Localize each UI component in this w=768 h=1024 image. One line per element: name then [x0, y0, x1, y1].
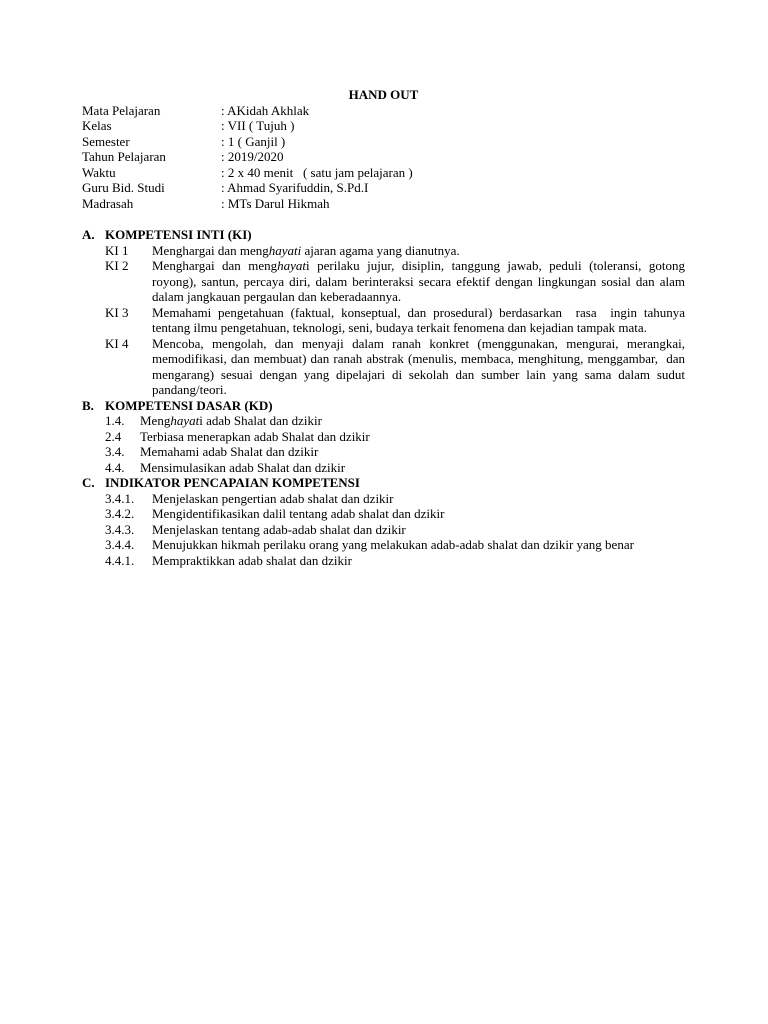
meta-label: Kelas: [82, 118, 112, 133]
indicator-item: [82, 491, 685, 507]
text-part: Meng: [140, 413, 171, 428]
meta-label: Madrasah: [82, 195, 134, 211]
ki-item: [82, 258, 685, 305]
ki-text: [152, 258, 685, 305]
meta-value: : MTs Darul Hikmah: [221, 195, 330, 211]
spacer: [82, 211, 685, 227]
ki-item: [82, 304, 689, 336]
meta-row: [82, 196, 685, 212]
ki-text: [152, 243, 685, 259]
indicator-text: Menjelaskan tentang adab-adab shalat dan dzikir: [152, 521, 406, 537]
indicator-item: [82, 506, 685, 522]
section-letter: C.: [82, 475, 95, 490]
ki-item: [82, 335, 689, 398]
indicator-item: [82, 522, 685, 538]
meta-row: [82, 149, 685, 165]
meta-label: Mata Pelajaran: [82, 102, 161, 118]
ki-text: Memahami pengetahuan (faktual, konseptual, dan prosedural) berdasarkan rasa ingin tahunya tentang ilmu pengetahuan, teknologi, seni, budaya terkait fenomena dan kejadian tampak mata.: [152, 304, 689, 335]
meta-row: [82, 165, 685, 181]
kd-item: [82, 460, 685, 476]
ki-code: KI 4: [105, 335, 129, 351]
meta-value: : AKidah Akhlak: [221, 102, 310, 118]
kd-text: Terbiasa menerapkan adab Shalat dan dzikir: [140, 428, 370, 444]
kd-code: 1.4.: [105, 413, 125, 428]
section-title: INDIKATOR PENCAPAIAN KOMPETENSI: [105, 475, 360, 490]
indicator-text: Menujukkan hikmah perilaku orang yang melakukan adab-adab shalat dan dzikir yang benar: [152, 537, 634, 552]
kd-code: 3.4.: [105, 444, 125, 459]
section-title: KOMPETENSI INTI (KI): [105, 227, 252, 242]
indicator-text: Menjelaskan pengertian adab shalat dan dzikir: [152, 490, 394, 506]
indicator-item: [82, 537, 685, 553]
ki-code: KI 1: [105, 242, 129, 258]
text-part: ajaran agama yang dianutnya.: [301, 242, 460, 258]
meta-value: : Ahmad Syarifuddin, S.Pd.I: [221, 180, 369, 195]
kd-text: [140, 413, 322, 429]
meta-row: [82, 134, 685, 150]
indicator-code: 3.4.3.: [105, 521, 135, 537]
indicator-code: 3.4.1.: [105, 490, 135, 506]
text-italic: hayat: [277, 258, 307, 273]
ki-item: [82, 243, 685, 259]
meta-table: [82, 103, 685, 212]
meta-label: Tahun Pelajaran: [82, 149, 166, 164]
document-title: HAND OUT: [348, 87, 419, 102]
indicator-code: 4.4.1.: [105, 552, 135, 568]
meta-label: Guru Bid. Studi: [82, 180, 165, 195]
kd-code: 2.4: [105, 428, 122, 444]
ki-code: KI 2: [105, 258, 129, 273]
section-b-heading: [82, 398, 685, 414]
text-part: Menghargai dan meng: [152, 242, 269, 258]
text-part: i perilaku jujur, disiplin, tanggung jawab, peduli (toleransi, gotong royong), santun, percaya diri, dalam berinteraksi secara efektif dengan lingkungan sosial dan alam dalam jangkauan pergaulan dan keberadaannya.: [152, 258, 685, 304]
document-page: [82, 87, 689, 568]
section-title: KOMPETENSI DASAR (KD): [105, 397, 273, 413]
meta-value: : VII ( Tujuh ): [221, 118, 295, 133]
section-a-heading: [82, 227, 685, 243]
ki-code: KI 3: [105, 304, 129, 320]
meta-label: Waktu: [82, 164, 116, 180]
text-part: Menghargai dan meng: [152, 258, 278, 273]
ki-text: Mencoba, mengolah, dan menyaji dalam ranah konkret (menggunakan, mengurai, merangkai, memodifikasi, dan membuat) dan ranah abstrak (menulis, membaca, menghitung, menggambar, dan mengarang) sesuai dengan yang dipelajari di sekolah dan sumber lain yang sama dalam sudut pandang/teori.: [152, 335, 689, 397]
kd-item: [82, 444, 685, 460]
indicator-item: [82, 553, 685, 569]
kd-item: [82, 413, 685, 429]
kd-text: Memahami adab Shalat dan dzikir: [140, 444, 319, 459]
indicator-code: 3.4.4.: [105, 537, 135, 552]
indicator-text: Mempraktikkan adab shalat dan dzikir: [152, 552, 352, 568]
meta-label: Semester: [82, 133, 130, 149]
meta-row: [82, 103, 685, 119]
text-italic: hayati: [268, 242, 302, 258]
meta-row: [82, 180, 685, 196]
kd-text: Mensimulasikan adab Shalat dan dzikir: [140, 459, 346, 475]
meta-value: : 2019/2020: [221, 149, 284, 164]
section-c-heading: [82, 475, 685, 491]
indicator-code: 3.4.2.: [105, 506, 135, 521]
text-italic: hayat: [170, 413, 200, 428]
kd-item: [82, 429, 685, 445]
section-letter: B.: [82, 397, 94, 413]
meta-value: : 1 ( Ganjil ): [221, 133, 286, 149]
text-part: i adab Shalat dan dzikir: [199, 413, 322, 428]
kd-code: 4.4.: [105, 459, 125, 475]
meta-row: [82, 118, 685, 134]
section-letter: A.: [82, 227, 95, 242]
indicator-text: Mengidentifikasikan dalil tentang adab shalat dan dzikir: [152, 506, 445, 521]
meta-value: : 2 x 40 menit ( satu jam pelajaran ): [221, 164, 413, 180]
